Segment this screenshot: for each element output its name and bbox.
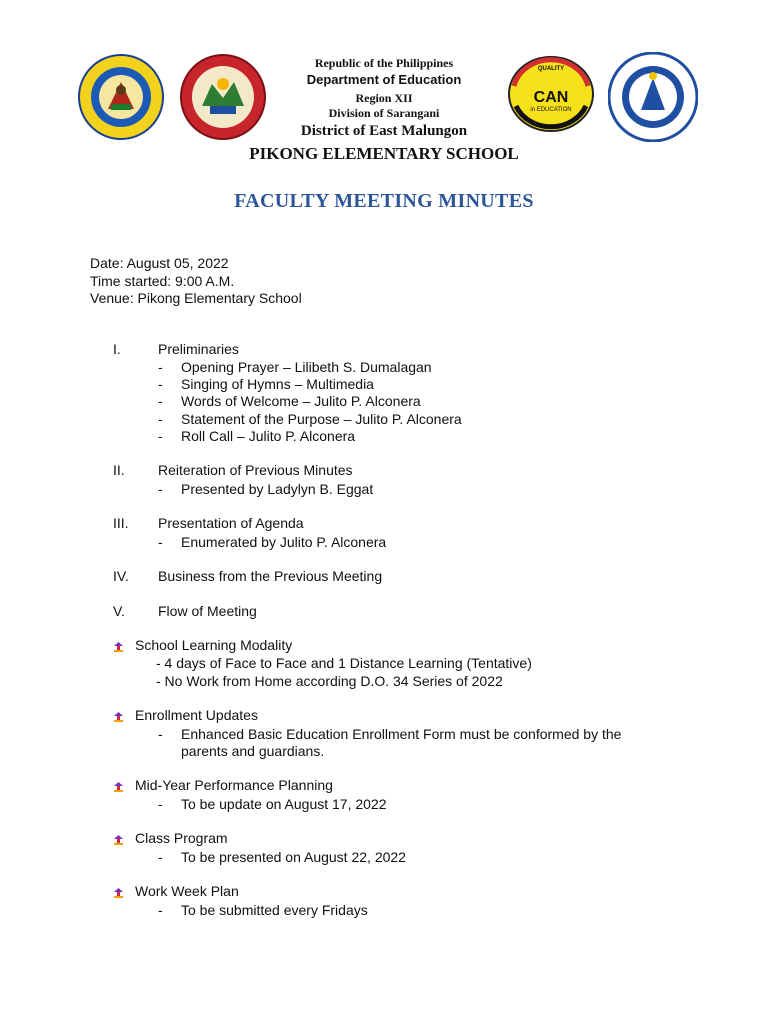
section-number: I. bbox=[113, 341, 121, 357]
section-number: V. bbox=[113, 603, 125, 619]
dash-marker: - bbox=[158, 393, 163, 409]
list-item: To be presented on August 22, 2022 bbox=[181, 849, 406, 865]
dash-marker: - bbox=[158, 796, 163, 812]
list-item: - No Work from Home according D.O. 34 Series of 2022 bbox=[156, 673, 503, 689]
school-name: PIKONG ELEMENTARY SCHOOL bbox=[249, 144, 519, 163]
list-item: parents and guardians. bbox=[181, 743, 325, 759]
bullet-title: Mid-Year Performance Planning bbox=[135, 777, 333, 793]
section-title: Business from the Previous Meeting bbox=[158, 568, 383, 584]
section-title: Preliminaries bbox=[158, 341, 239, 357]
dash-marker: - bbox=[158, 411, 163, 427]
meeting-venue: Venue: Pikong Elementary School bbox=[90, 290, 302, 306]
section-title: Reiteration of Previous Minutes bbox=[158, 462, 353, 478]
list-item: To be submitted every Fridays bbox=[181, 902, 368, 918]
bullet-title: Class Program bbox=[135, 830, 228, 846]
meeting-time: Time started: 9:00 A.M. bbox=[90, 273, 235, 289]
list-item: Opening Prayer – Lilibeth S. Dumalagan bbox=[181, 359, 432, 375]
district-line: District of East Malungon bbox=[300, 123, 468, 139]
arrow-bullet-icon bbox=[113, 711, 124, 722]
bullet-title: Enrollment Updates bbox=[135, 707, 258, 723]
dash-marker: - bbox=[158, 359, 163, 375]
arrow-bullet-icon bbox=[113, 834, 124, 845]
list-item: Enhanced Basic Education Enrollment Form must be conformed by the bbox=[181, 726, 622, 742]
list-item: Statement of the Purpose – Julito P. Alconera bbox=[181, 411, 462, 427]
list-item: Singing of Hymns – Multimedia bbox=[181, 376, 374, 392]
list-item: Words of Welcome – Julito P. Alconera bbox=[181, 393, 421, 409]
ican-center-text: CAN bbox=[533, 89, 569, 106]
list-item: - 4 days of Face to Face and 1 Distance Learning (Tentative) bbox=[156, 655, 532, 671]
section-number: II. bbox=[113, 462, 125, 478]
dash-marker: - bbox=[158, 428, 163, 444]
section-number: IV. bbox=[113, 568, 129, 584]
meeting-date: Date: August 05, 2022 bbox=[90, 255, 229, 271]
dash-marker: - bbox=[158, 902, 163, 918]
division-line: Division of Sarangani bbox=[328, 106, 440, 120]
dash-marker: - bbox=[158, 849, 163, 865]
arrow-bullet-icon bbox=[113, 887, 124, 898]
list-item: To be update on August 17, 2022 bbox=[181, 796, 387, 812]
document-title: FACULTY MEETING MINUTES bbox=[234, 190, 534, 212]
section-title: Flow of Meeting bbox=[158, 603, 257, 619]
list-item: Roll Call – Julito P. Alconera bbox=[181, 428, 356, 444]
republic-line: Republic of the Philippines bbox=[314, 56, 454, 70]
bullet-title: Work Week Plan bbox=[135, 883, 239, 899]
section-number: III. bbox=[113, 515, 129, 531]
section-title: Presentation of Agenda bbox=[158, 515, 304, 531]
dash-marker: - bbox=[158, 726, 163, 742]
dash-marker: - bbox=[158, 534, 163, 550]
department-line: Department of Education bbox=[306, 72, 462, 87]
arrow-bullet-icon bbox=[113, 781, 124, 792]
dash-marker: - bbox=[158, 481, 163, 497]
list-item: Presented by Ladylyn B. Eggat bbox=[181, 481, 374, 497]
ican-sub-text: in EDUCATION bbox=[530, 107, 572, 113]
region-line: Region XII bbox=[355, 91, 413, 105]
dash-marker: - bbox=[158, 376, 163, 392]
arrow-bullet-icon bbox=[113, 641, 124, 652]
bullet-title: School Learning Modality bbox=[135, 637, 293, 653]
list-item: Enumerated by Julito P. Alconera bbox=[181, 534, 387, 550]
ican-top-text: QUALITY bbox=[537, 66, 565, 72]
